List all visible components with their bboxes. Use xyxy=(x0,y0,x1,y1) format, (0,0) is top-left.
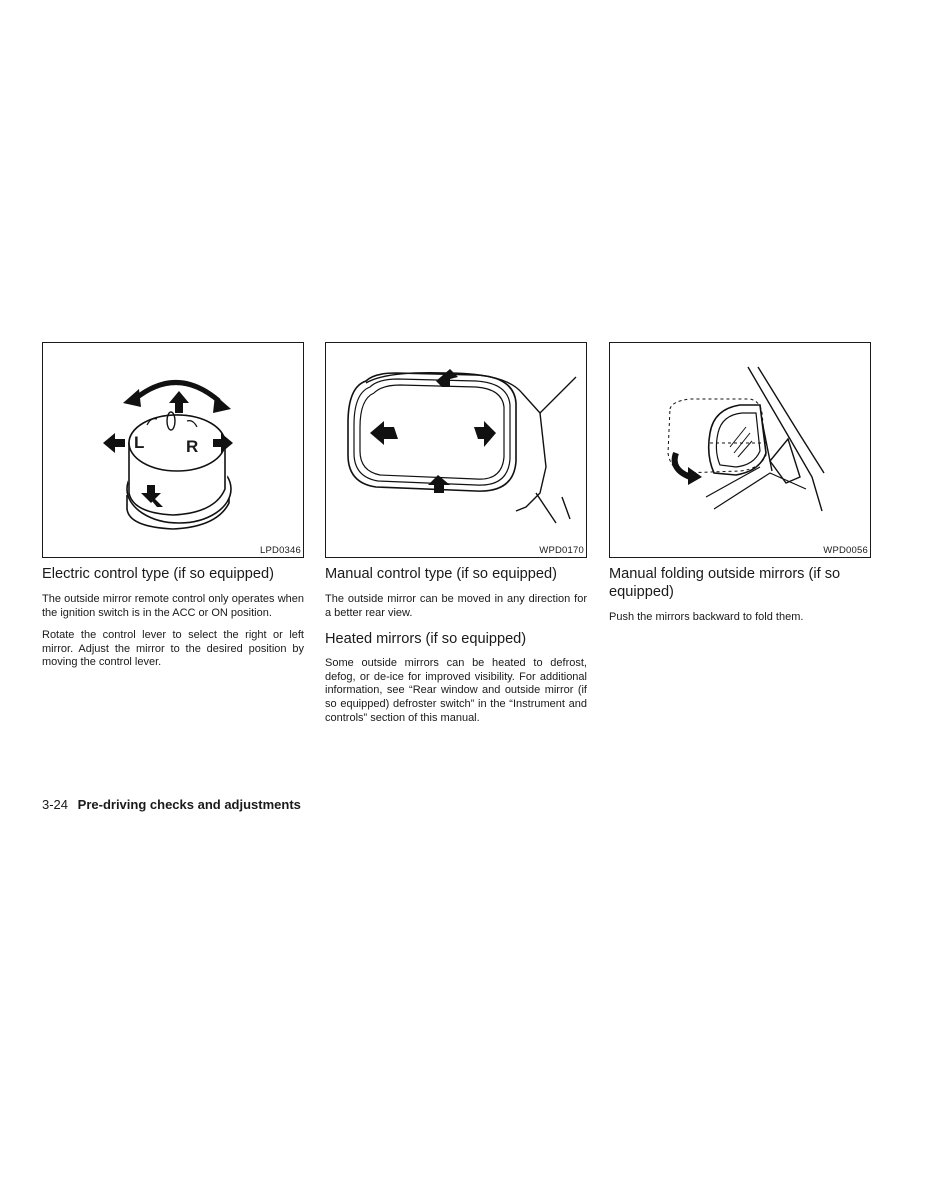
heading-manual-control: Manual control type (if so equipped) xyxy=(325,566,558,582)
heading-electric-control: Electric control type (if so equipped) xyxy=(42,566,274,582)
page-number: 3-24 xyxy=(42,797,69,812)
section-title: Pre-driving checks and adjustments xyxy=(77,797,301,812)
paragraph: Push the mirrors backward to fold them. xyxy=(609,611,804,623)
figure-label-right: R xyxy=(186,437,199,456)
mirror-control-switch-icon xyxy=(43,343,303,557)
heading-heated-mirrors: Heated mirrors (if so equipped) xyxy=(325,631,527,648)
heading-manual-folding: Manual folding outside mirrors (if so equipped) xyxy=(609,566,841,600)
paragraph: Rotate the control lever to select the right or left mirror. Adjust the mirror to the desired position by moving the control lever. xyxy=(42,629,304,669)
figure-manual-control xyxy=(325,342,587,558)
figure-label-left: L xyxy=(134,433,145,452)
manual-mirror-adjust-icon xyxy=(326,343,586,557)
paragraph: The outside mirror can be moved in any direction for a better rear view. xyxy=(325,593,587,619)
column-manual-folding xyxy=(609,342,871,634)
folding-mirror-icon xyxy=(610,343,870,557)
page-footer xyxy=(42,797,301,813)
figure-code: WPD0056 xyxy=(823,545,868,556)
column-electric-control xyxy=(42,342,304,679)
column-manual-control xyxy=(325,342,587,734)
figure-electric-control xyxy=(42,342,304,558)
figure-code: LPD0346 xyxy=(259,545,301,556)
figure-code: WPD0170 xyxy=(539,545,584,556)
figure-manual-folding xyxy=(609,342,871,558)
paragraph: The outside mirror remote control only operates when the ignition switch is in the ACC or ON position. xyxy=(42,593,304,619)
paragraph: Some outside mirrors can be heated to defrost, defog, or de-ice for improved visibility. For additional information, see “Rear window and outside mirror (if so equipped) defroster switch” in the “Instrument and controls” section of this manual. xyxy=(325,657,587,724)
